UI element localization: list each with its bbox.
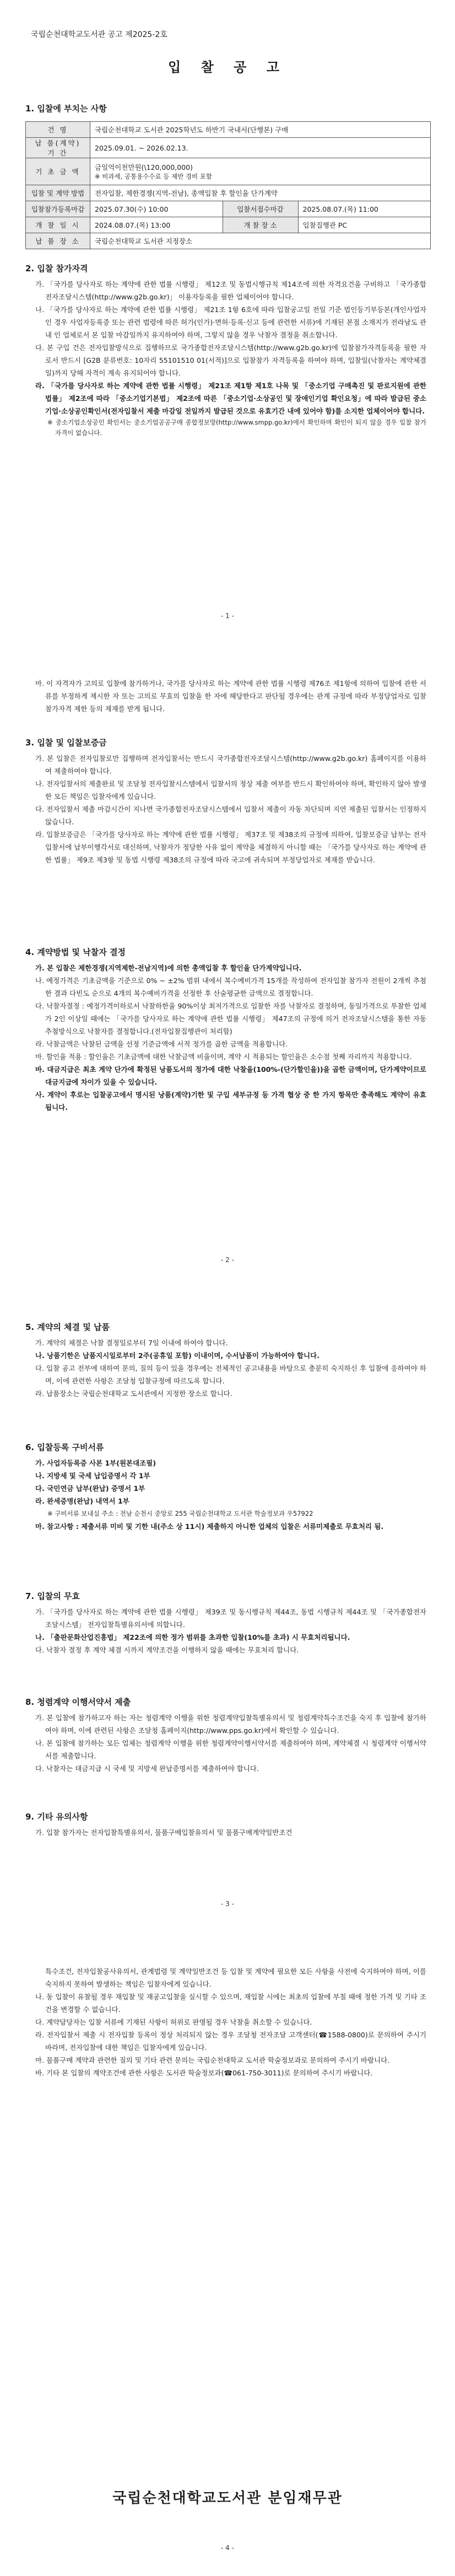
row-label: 개 찰 일 시	[26, 217, 90, 233]
row-value: 전자입찰, 제한경쟁(지역-전남), 총액입찰 후 할인율 단가계약	[90, 185, 431, 201]
section-7-heading: 7. 입찰의 무효	[25, 1591, 80, 1601]
section-2-body	[35, 278, 426, 438]
list-item: 다. 입찰 공고 전부에 대하여 문의, 질의 등이 있을 경우에는 전체적인 공고내용을 바탕으로 충분히 숙지하신 후 입찰에 응하여야 하며, 이에 관련한 사항은 조달청 입찰규정에 따르도록 합니다.	[35, 1364, 426, 1385]
table-row	[26, 217, 431, 233]
list-item: 마. 물품구매 계약과 관련한 질의 및 기타 관련 문의는 국립순천대학교 도서관 학술정보과로 문의하여 주시기 바랍니다.	[35, 2056, 390, 2064]
row-value	[90, 158, 431, 185]
row-value: 2025.09.01. ~ 2026.02.13.	[90, 138, 431, 158]
section-9-continued	[35, 1965, 426, 2079]
base-amount: 금일억이천만원(\120,000,000)	[95, 163, 193, 171]
section-2-heading: 2. 입찰 참가자격	[25, 264, 88, 273]
list-item: 다. 낙찰자결정 : 예정가격이하로서 낙찰하한율 90%이상 최저가격으로 입찰한 자를 낙찰자로 결정하며, 동일가격으로 투찰한 업체가 2인 이상일 때에는 「국가를 당사자로 하는 계약에 관한 법률 시행령」 제47조의 규정에 의거 전자조달시스템을 통한 자동추첨방식으로 낙찰자를 결정합니다.(전자입찰집행관이 처리함)	[35, 1002, 426, 1035]
row-label: 납 품(계약) 기 간	[26, 138, 90, 158]
row-label: 입찰참가등록마감	[26, 201, 90, 217]
list-item: 나. 본 입찰에 참가하는 모든 업체는 청렴계약 이행을 위한 청렴계약이행서약서를 제출하여야 하며, 계약체결 시 청렴계약 이행서약서를 제출합니다.	[35, 1739, 426, 1760]
row-value: 2024.08.07.(목) 13:00	[90, 217, 223, 233]
list-item: 라. 낙찰금액은 낙찰된 금액을 선정 기준금액에 서적 정가를 곱한 금액을 적용합니다.	[35, 1040, 288, 1048]
section-6-body	[35, 1457, 426, 1533]
document-number: 국립순천대학교도서관 공고 제2025-2호	[31, 30, 167, 39]
section-4-heading: 4. 계약방법 및 낙찰자 결정	[25, 947, 126, 957]
list-item: 가. 「국가를 당사자로 하는 계약에 관한 법률 시행령」 제39조 및 동시행규칙 제44조, 동법 시행규칙 제44조 및 「국가종합전자조달시스템」 전자입찰특별유의서에 의합니다.	[35, 1608, 426, 1629]
section-6-heading: 6. 입찰등록 구비서류	[25, 1442, 104, 1452]
list-item: 나. 「국가를 당사자로 하는 계약에 관한 법률 시행령」 제21조 1항 6호에 따라 입찰공고일 전일 기준 법인등기부등본(개인사업자인 경우 사업자등록증 또는 관련 법령에 따른 허가(인가)·면허·등록·신고 등에 관련한 서류)에 기재된 본점 소재지가 전라남도 관내 인 업체로서 본 입찰 마감일까지 유지하여야 하며, 그렇지 않을 경우 낙찰자 결정을 취소합니다.	[35, 305, 426, 339]
base-amount-note: ※ 비과세, 공통용수수료 등 제반 경비 포함	[95, 173, 212, 180]
page-4	[0, 1932, 455, 2576]
row-value: 국립순천대학교 도서관 2025학년도 하반기 국내서(단행본) 구매	[90, 122, 431, 138]
list-item: 가. 본 입찰은 제한경쟁(지역제한-전남지역)에 의한 총액입찰 후 할인율 단가계약입니다.	[35, 964, 302, 972]
list-item: 나. 낭품기한은 납품지시일로부터 2주(공휴일 포함) 이내이며, 수서납품이 가능하여야 합니다.	[35, 1351, 319, 1360]
row-label: 기 초 금 액	[26, 158, 90, 185]
list-item: 바. 기타 본 입찰의 계약조건에 관한 사항은 도서관 학술정보과(☎061-750-3011)로 문의하여 주시기 바랍니다.	[35, 2069, 373, 2077]
page-number: - 1 -	[221, 612, 234, 620]
list-item: 사. 계약이 후로는 입찰공고에서 명시된 낭품(계약)기한 및 구입 세부규정 등 가격 협상 중 한 가지 항목만 충족해도 계약이 유효됩니다.	[35, 1091, 426, 1112]
page-1	[0, 0, 455, 644]
row-label: 건 명	[26, 122, 90, 138]
row-label: 입찰 및 계약 방법	[26, 185, 90, 201]
list-item: 가. 본 입찰에 참가하고자 하는 자는 청렴계약 이행을 위한 청렴계약입찰특별유의서 및 청렴계약특수조건을 숙지 후 입찰에 참가하여야 하며, 이에 관련된 사항은 조달청 홈페이지(http://www.pps.go.kr)에서 확인할 수 있습니다.	[35, 1714, 426, 1735]
document-title: 입 찰 공 고	[168, 60, 287, 75]
section-4-body	[35, 962, 426, 1114]
section-8-heading: 8. 청렴계약 이행서약서 제출	[25, 1697, 131, 1707]
section-1-heading: 1. 입찰에 부치는 사항	[25, 104, 107, 114]
list-item: 라. 「국가를 당사자로 하는 계약에 관한 법률 시행령」 제21조 제1항 제1호 나목 및 「중소기업 구매촉진 및 판로지원에 관한 법률」 제2조에 따라 「중소기업기본법」 제2조에 따른 「중소기업·소상공인 및 장애인기업 확인요청」에 따라 발급된 중소기업·소상공인확인서(전자입찰서 제출 마감일 전일까지 발급된 것으로 유효기간 내에 있어야 함)를 소지한 업체이어야 합니다.	[35, 382, 426, 415]
table-row	[26, 138, 431, 158]
list-item: 라. 납품장소는 국립순천대학교 도서관에서 지정한 장소로 합니다.	[35, 1389, 232, 1398]
section-5-body	[35, 1337, 426, 1400]
section-7-body	[35, 1606, 426, 1656]
list-item: 가. 본 입찰은 전자입찰로만 집행하며 전자입찰서는 반드시 국가종합전자조달시스템(http://www.g2b.go.kr) 홈페이지를 이용하여 제출하여야 합니다.	[35, 754, 426, 775]
row-label: 납 품 장 소	[26, 233, 90, 249]
page-2	[0, 644, 455, 1288]
table-row	[26, 233, 431, 249]
row-value: 국립순천대학교 도서관 지정장소	[90, 233, 431, 249]
list-item: 가. 「국가를 당사자로 하는 계약에 관한 법률 시행령」 제12조 및 동법시행규칙 제14조에 의한 자격요건을 구비하고 「국가종합전자조달시스템(http://www.g2b.go.kr)」 이용자등록을 필한 업체이어야 합니다.	[35, 280, 426, 301]
list-item: 라. 입찰보증금은 「국가를 당사자로 하는 계약에 관한 법률 시행령」 제37조 및 제38조의 규정에 의하여, 입찰보증금 납부는 전자입찰서에 납부이행각서로 대신하며, 낙찰자가 정당한 사유 없이 계약을 체결하지 아니할 때는 「국가를 당사자로 하는 계약에 관한 법률」 제9조 제3항 및 동법 시행령 제38조의 규정에 따라 국고에 귀속되며 부정당업자로 제재를 받습니다.	[35, 830, 426, 864]
section-3-heading: 3. 입찰 및 입찰보증금	[25, 738, 107, 748]
section-9-body	[35, 1826, 426, 1839]
list-item: 가. 계약의 체결은 낙찰 결정일로부터 7일 이내에 하여야 합니다.	[35, 1339, 228, 1347]
list-item: 특수조건, 전자입찰공사유의서, 관계법령 및 계약일반조건 등 입찰 및 계약에 필요한 모든 사항을 사전에 숙지하여야 하며, 이를 숙지하지 못하여 발생하는 책임은 입찰자에게 있습니다.	[45, 1967, 426, 1988]
list-item: 다. 전자입찰서 제출 마감시간이 지나면 국가종합전자조달시스템에서 입찰서 제출이 자동 차단되며 지연 제출된 입찰서는 인정하지 않습니다.	[35, 805, 426, 826]
issuer-signature: 국립순천대학교도서관 분임재무관	[112, 2490, 343, 2507]
list-item: 라. 전자입찰서 제출 시 전자입찰 등록이 정상 처리되지 않는 경우 조달청 전자조달 고객센터(☎1588-0800)로 문의하여 주시기 바라며, 전자입찰에 대한 책임은 입찰자에게 있습니다.	[35, 2031, 426, 2052]
list-item: 다. 국민연금 납부(완납) 증명서 1부	[35, 1484, 145, 1493]
list-item: 다. 낙찰자는 대금지급 시 국세 및 지방세 완납증명서를 제출하여야 합니다.	[35, 1764, 259, 1773]
section-5-heading: 5. 계약의 체결 및 납품	[25, 1322, 110, 1332]
list-item: 마. 참고사항 : 제출서류 미비 및 기한 내(주소 상 11시) 제출하지 아니한 업체의 입찰은 서류미제출로 무효처리 됨.	[35, 1522, 384, 1531]
row-value-2: 2025.08.07.(목) 11:00	[298, 201, 431, 217]
list-item: 마. 할인율 적용 : 할인율은 기초금액에 대한 낙찰금액 비율이며, 계약 시 적용되는 할인율은 소수점 첫째 자리까지 적용합니다.	[35, 1053, 412, 1061]
table-row	[26, 185, 431, 201]
page-number: - 2 -	[221, 1256, 234, 1264]
row-value: 2025.07.30(수) 10:00	[90, 201, 223, 217]
page-3	[0, 1288, 455, 1932]
list-item: 다. 계약담당자는 입찰 서류에 기재된 사항이 허위로 판명될 경우 낙찰을 취소할 수 있습니다.	[35, 2018, 312, 2026]
list-item: 마. 이 자격자가 고의로 입찰에 참가하거나, 국가를 당사자로 하는 계약에 관한 법률 시행령 제76조 제1항에 의하여 입찰에 관한 서류를 부정하게 제시한 자 또는 고의로 무효의 입찰을 한 자에 해당한다고 판단될 경우에는 관계 규정에 따라 부정당업자로 입찰참가자격 제한 등의 제재를 받게 됩니다.	[35, 679, 426, 713]
row-label-2: 개 찰 장 소	[223, 217, 298, 233]
section-3-body	[35, 752, 426, 866]
table-row	[26, 122, 431, 138]
list-item: 나. 예정가격은 기초금액을 기준으로 0% ~ ±2% 범위 내에서 복수예비가격 15개를 작성하여 전자입찰 참가자 전원이 2개씩 추첨한 결과 다빈도 순으로 4개의 복수예비가격을 선정한 후 산술평균한 금액으로 결정합니다.	[35, 976, 426, 997]
list-note: ※ 중소기업소상공인 확인서는 중소기업공공구매 종합정보망(http://www.smpp.go.kr)에서 확인하며 확인이 되지 않을 경우 입찰 참가 자격이 없습니다.	[47, 418, 426, 437]
list-item: 다. 본 구입 건은 전자입찰방식으로 집행하므로 국가종합전자조달시스템(http://www.g2b.go.kr)에 입찰참가자격등록을 필한 자로서 반드시 [G2B 분류번호: 10자리 55101510 01(서적)]으로 입찰참가 자격등록을 하여야 하며, 입찰일(낙찰자는 계약체결일)까지 당해 자격이 계속 유지되어야 합니다.	[35, 344, 426, 377]
page-number: - 3 -	[221, 1900, 234, 1908]
page-number: - 4 -	[221, 2544, 234, 2552]
section-9-heading: 9. 기타 유의사항	[25, 1812, 88, 1822]
table-row	[26, 158, 431, 185]
list-item: 가. 입찰 참가자는 전자입찰특별유의서, 물품구매입찰유의서 및 물품구매계약일반조건	[35, 1828, 292, 1837]
list-item: 바. 대금지급은 최초 계약 단가에 확정된 낭품도서의 정가에 대한 낙찰율(100%-(단가할인율))을 곱한 금액이며, 단가계약이므로 대금지급에 차이가 있을 수 있습니다.	[35, 1065, 426, 1086]
row-label-2: 입찰서접수마감	[223, 201, 298, 217]
bid-info-table	[25, 121, 431, 249]
list-note: ※ 구비서류 보내실 주소 : 전남 순천시 중앙로 255 국립순천대학교 도서관 학술정보과 우57922	[47, 1510, 313, 1517]
list-item: 나. 「출판문화산업진흥법」 제22조에 의한 정가 범위를 초과한 입찰(10%를 초과) 시 무효처리됩니다.	[35, 1633, 350, 1641]
section-2-continued	[35, 677, 426, 715]
list-item: 나. 전자입찰서의 제출완료 및 조달청 전자입찰시스템에서 입찰서의 정상 제출 여부를 반드시 확인하여야 하며, 확인하지 않아 발생한 모든 책임은 입찰자에게 있습니다.	[35, 780, 426, 801]
list-item: 나. 지방세 및 국세 납입증명서 각 1부	[35, 1472, 150, 1480]
row-value-2: 입찰집행관 PC	[298, 217, 431, 233]
list-item: 나. 동 입찰이 유찰될 경우 재입찰 및 재공고입찰을 실시할 수 있으며, 재입찰 시에는 최초의 입찰에 부칠 때에 정한 가격 및 기타 조건을 변경할 수 없습니다.	[35, 1993, 426, 2014]
section-8-body	[35, 1711, 426, 1775]
list-item: 가. 사업자등록증 사본 1부(원본대조필)	[35, 1459, 156, 1467]
table-row	[26, 201, 431, 217]
list-item: 다. 낙찰자 결정 후 계약 체결 시까지 계약조건을 이행하지 않을 때에는 무효처리 합니다.	[35, 1646, 299, 1654]
list-item: 라. 완세증명(완납) 내역서 1부	[35, 1497, 129, 1505]
